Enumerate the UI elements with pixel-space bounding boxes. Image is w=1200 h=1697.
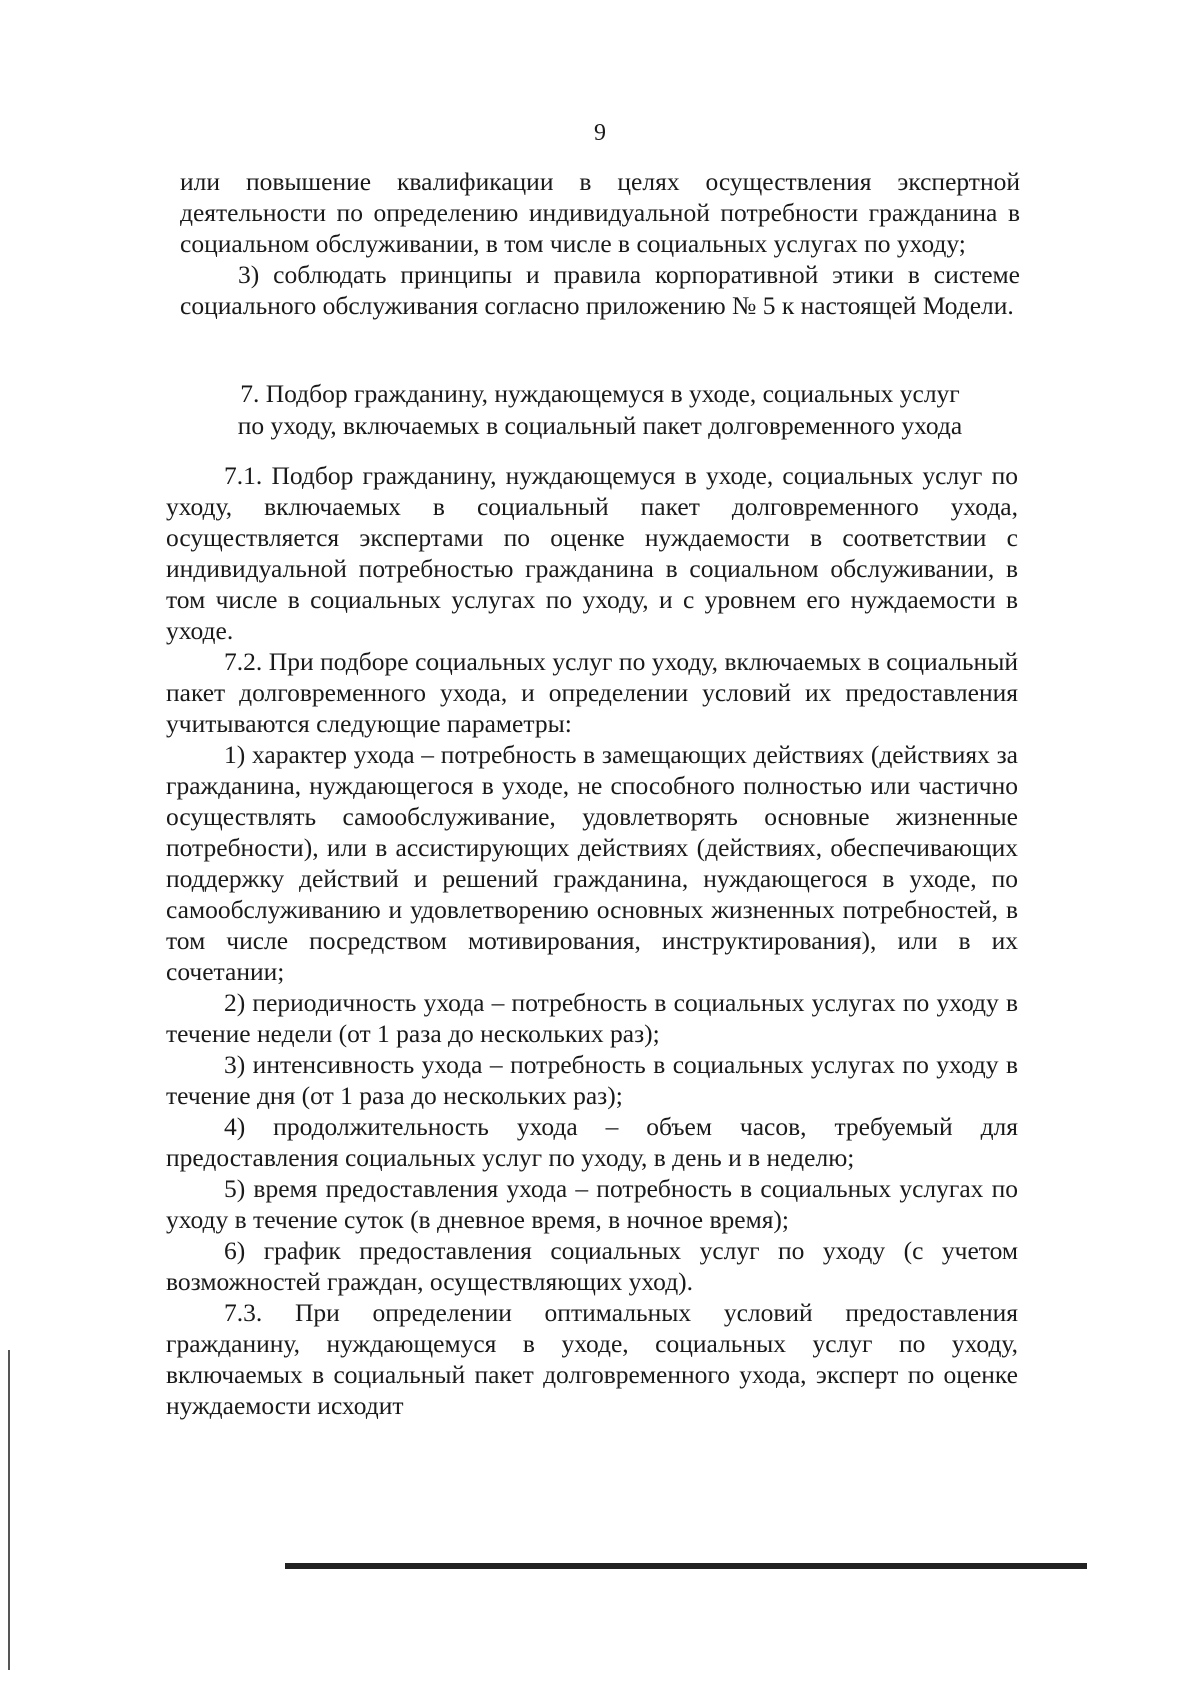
list-item-4: 4) продолжительность ухода – объем часов, требуемый для предоставления социальных услуг по уходу, в день и в неделю; bbox=[166, 1112, 1018, 1172]
list-item-5: 5) время предоставления ухода – потребность в социальных услугах по уходу в течение суток (в дневное время, в ночное время); bbox=[166, 1174, 1018, 1234]
scan-edge-bottom bbox=[285, 1563, 1087, 1569]
continued-text-block bbox=[180, 166, 1020, 321]
paragraph-7-3: 7.3. При определении оптимальных условий предоставления гражданину, нуждающемуся в уходе, социальных услуг по уходу, включаемых в социальный пакет долговременного ухода, эксперт по оценке нуждаемости исходит bbox=[166, 1298, 1018, 1420]
section-body bbox=[166, 460, 1018, 1421]
list-item-6: 6) график предоставления социальных услуг по уходу (с учетом возможностей граждан, осуществляющих уход). bbox=[166, 1236, 1018, 1296]
paragraph-7-2: 7.2. При подборе социальных услуг по уходу, включаемых в социальный пакет долговременного ухода, и определении условий их предоставления учитываются следующие параметры: bbox=[166, 647, 1018, 738]
page-number: 9 bbox=[594, 120, 606, 146]
paragraph-item-3: 3) соблюдать принципы и правила корпоративной этики в системе социального обслуживания согласно приложению № 5 к настоящей Модели. bbox=[180, 260, 1020, 320]
paragraph-continuation: или повышение квалификации в целях осуществления экспертной деятельности по определению индивидуальной потребности гражданина в социальном обслуживании, в том числе в социальных услугах по уходу; bbox=[180, 167, 1020, 258]
section-heading-line-1: 7. Подбор гражданину, нуждающемуся в уходе, социальных услуг bbox=[240, 379, 960, 408]
section-heading-line-2: по уходу, включаемых в социальный пакет долговременного ухода bbox=[237, 411, 963, 440]
paragraph-7-1: 7.1. Подбор гражданину, нуждающемуся в уходе, социальных услуг по уходу, включаемых в социальный пакет долговременного ухода, осуществляется экспертами по оценке нуждаемости в соответствии с индивидуальной потребностью гражданина в социальном обслуживании, в том числе в социальных услугах по уходу, и с уровнем его нуждаемости в уходе. bbox=[166, 461, 1018, 645]
scan-edge-left bbox=[8, 1350, 10, 1670]
list-item-1: 1) характер ухода – потребность в замещающих действиях (действиях за гражданина, нуждающегося в уходе, не способного полностью или частично осуществлять самообслуживание, удовлетворять основные жизненные потребности), или в ассистирующих действиях (действиях, обеспечивающих поддержку действий и решений гражданина, нуждающегося в уходе, по самообслуживанию и удовлетворению основных жизненных потребностей, в том числе посредством мотивирования, инструктирования), или в их сочетании; bbox=[166, 740, 1018, 986]
list-item-2: 2) периодичность ухода – потребность в социальных услугах по уходу в течение недели (от 1 раза до нескольких раз); bbox=[166, 988, 1018, 1048]
section-heading bbox=[180, 378, 1020, 442]
list-item-3: 3) интенсивность ухода – потребность в социальных услугах по уходу в течение дня (от 1 раза до нескольких раз); bbox=[166, 1050, 1018, 1110]
